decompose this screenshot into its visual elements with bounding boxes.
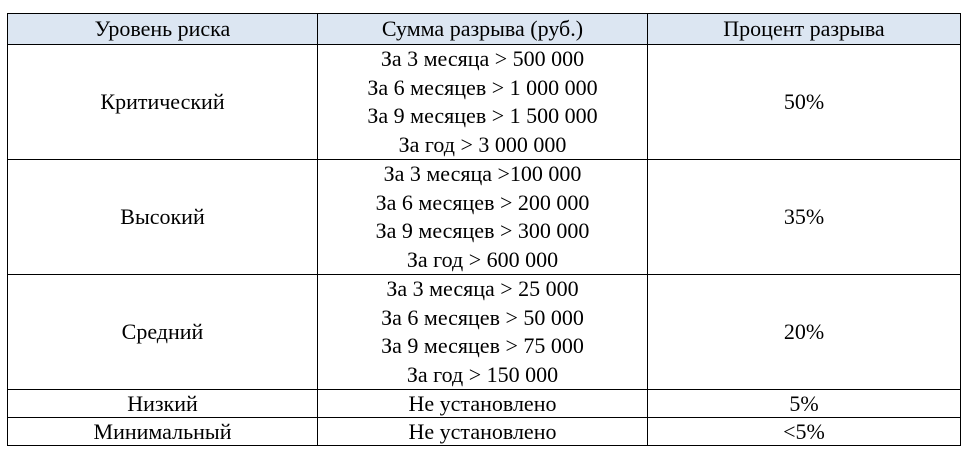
risk-table-container: [7, 13, 961, 446]
amount-line: За 9 месяцев > 75 000: [381, 333, 584, 358]
cell-gap-amount: [318, 160, 648, 275]
cell-risk-level: Средний: [8, 275, 318, 390]
amount-line: За 9 месяцев > 300 000: [375, 218, 590, 243]
header-gap-percent: Процент разрыва: [648, 14, 961, 45]
cell-gap-percent: <5%: [648, 418, 961, 446]
amount-line: За 3 месяца > 500 000: [380, 46, 585, 71]
table-row: [8, 275, 961, 390]
amount-line: За 3 месяца > 25 000: [386, 276, 579, 301]
cell-risk-level: Высокий: [8, 160, 318, 275]
table-row: [8, 160, 961, 275]
amount-line: За год > 600 000: [406, 246, 559, 272]
table-row: [8, 390, 961, 418]
cell-gap-percent: 50%: [648, 45, 961, 160]
table-row: [8, 418, 961, 446]
table-row: [8, 45, 961, 160]
cell-gap-percent: 35%: [648, 160, 961, 275]
cell-gap-percent: 20%: [648, 275, 961, 390]
risk-table: [7, 13, 961, 446]
cell-gap-amount: Не установлено: [318, 390, 648, 418]
amount-line: За 6 месяцев > 200 000: [375, 189, 590, 215]
cell-gap-amount: Не установлено: [318, 418, 648, 446]
amount-line: За год > 150 000: [406, 361, 559, 387]
cell-gap-amount: [318, 275, 648, 390]
cell-risk-level: Низкий: [8, 390, 318, 418]
amount-line: За год > 3 000 000: [398, 131, 567, 157]
cell-gap-percent: 5%: [648, 390, 961, 418]
amount-line: За 3 месяца >100 000: [383, 161, 582, 186]
amount-line: За 6 месяцев > 50 000: [381, 304, 584, 330]
header-gap-amount: Сумма разрыва (руб.): [318, 14, 648, 45]
cell-risk-level: Минимальный: [8, 418, 318, 446]
header-risk-level: Уровень риска: [8, 14, 318, 45]
table-header-row: [8, 14, 961, 45]
cell-risk-level: Критический: [8, 45, 318, 160]
amount-line: За 9 месяцев > 1 500 000: [367, 103, 598, 128]
cell-gap-amount: [318, 45, 648, 160]
amount-line: За 6 месяцев > 1 000 000: [367, 74, 598, 100]
